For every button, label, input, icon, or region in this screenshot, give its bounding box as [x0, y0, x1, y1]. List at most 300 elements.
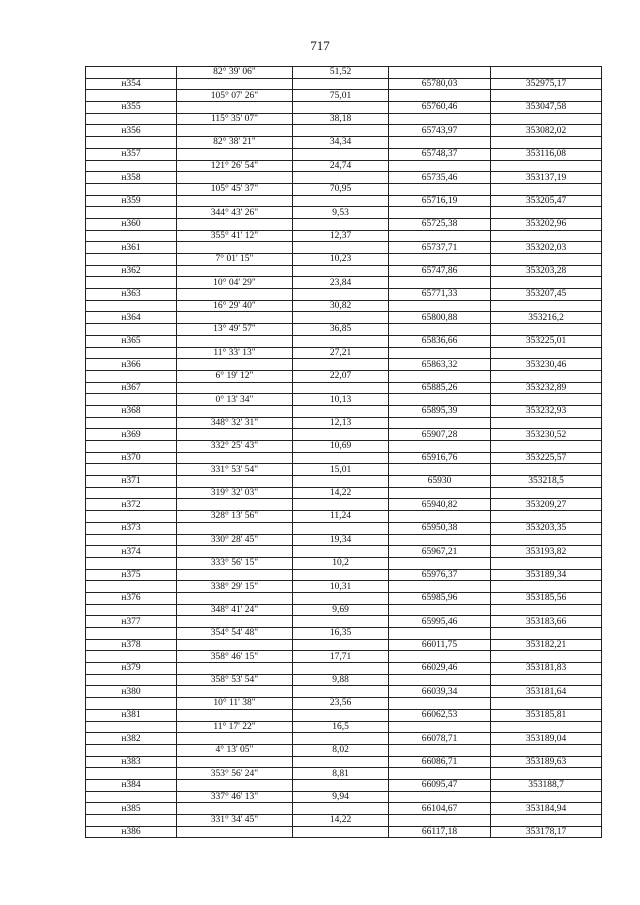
angle-cell: [177, 522, 293, 534]
x-coordinate-cell: [389, 394, 491, 406]
distance-cell: [293, 359, 389, 371]
point-cell: [86, 370, 177, 382]
angle-cell: 7° 01' 15": [177, 254, 293, 266]
x-coordinate-cell: [389, 511, 491, 523]
y-coordinate-cell: [491, 628, 602, 640]
point-cell: [86, 67, 177, 79]
point-cell: н358: [86, 172, 177, 184]
distance-cell: 10,31: [293, 581, 389, 593]
y-coordinate-cell: 353207,45: [491, 289, 602, 301]
distance-cell: [293, 405, 389, 417]
point-cell: [86, 394, 177, 406]
distance-cell: 70,95: [293, 183, 389, 195]
distance-cell: 12,13: [293, 417, 389, 429]
x-coordinate-cell: 66011,75: [389, 639, 491, 651]
distance-cell: [293, 756, 389, 768]
y-coordinate-cell: [491, 324, 602, 336]
point-cell: [86, 487, 177, 499]
y-coordinate-cell: 353181,64: [491, 686, 602, 698]
distance-cell: 19,34: [293, 534, 389, 546]
point-cell: н374: [86, 546, 177, 558]
x-coordinate-cell: 65725,38: [389, 218, 491, 230]
distance-cell: [293, 733, 389, 745]
point-cell: [86, 534, 177, 546]
point-cell: [86, 113, 177, 125]
point-cell: [86, 183, 177, 195]
table-row: [86, 628, 602, 640]
x-coordinate-cell: 66104,67: [389, 803, 491, 815]
y-coordinate-cell: 353189,34: [491, 569, 602, 581]
table-row: [86, 394, 602, 406]
table-row: [86, 557, 602, 569]
distance-cell: 75,01: [293, 90, 389, 102]
distance-cell: 38,18: [293, 113, 389, 125]
distance-cell: 16,5: [293, 721, 389, 733]
distance-cell: 34,34: [293, 137, 389, 149]
y-coordinate-cell: 353232,93: [491, 405, 602, 417]
table-row: [86, 452, 602, 464]
y-coordinate-cell: [491, 183, 602, 195]
angle-cell: [177, 218, 293, 230]
y-coordinate-cell: [491, 674, 602, 686]
y-coordinate-cell: [491, 441, 602, 453]
point-cell: [86, 511, 177, 523]
y-coordinate-cell: [491, 744, 602, 756]
angle-cell: [177, 102, 293, 114]
angle-cell: 10° 04' 29": [177, 277, 293, 289]
distance-cell: [293, 546, 389, 558]
point-cell: н386: [86, 826, 177, 838]
x-coordinate-cell: [389, 651, 491, 663]
y-coordinate-cell: [491, 791, 602, 803]
distance-cell: 9,69: [293, 604, 389, 616]
point-cell: [86, 628, 177, 640]
table-row: [86, 78, 602, 90]
angle-cell: [177, 756, 293, 768]
point-cell: [86, 744, 177, 756]
table-row: [86, 148, 602, 160]
x-coordinate-cell: 65716,19: [389, 195, 491, 207]
angle-cell: [177, 405, 293, 417]
distance-cell: [293, 452, 389, 464]
distance-cell: 15,01: [293, 464, 389, 476]
angle-cell: 82° 39' 06": [177, 67, 293, 79]
point-cell: [86, 581, 177, 593]
table-row: [86, 347, 602, 359]
y-coordinate-cell: [491, 254, 602, 266]
angle-cell: [177, 335, 293, 347]
x-coordinate-cell: 65836,66: [389, 335, 491, 347]
table-row: [86, 289, 602, 301]
point-cell: [86, 815, 177, 827]
y-coordinate-cell: 353189,63: [491, 756, 602, 768]
distance-cell: 14,22: [293, 815, 389, 827]
point-cell: [86, 441, 177, 453]
distance-cell: [293, 78, 389, 90]
table-row: [86, 312, 602, 324]
angle-cell: 353° 56' 24": [177, 768, 293, 780]
distance-cell: [293, 429, 389, 441]
x-coordinate-cell: 65771,33: [389, 289, 491, 301]
y-coordinate-cell: [491, 721, 602, 733]
point-cell: н377: [86, 616, 177, 628]
table-row: [86, 300, 602, 312]
angle-cell: 4° 13' 05": [177, 744, 293, 756]
angle-cell: [177, 172, 293, 184]
distance-cell: [293, 148, 389, 160]
distance-cell: 14,22: [293, 487, 389, 499]
point-cell: н366: [86, 359, 177, 371]
y-coordinate-cell: [491, 487, 602, 499]
distance-cell: [293, 803, 389, 815]
x-coordinate-cell: 65995,46: [389, 616, 491, 628]
x-coordinate-cell: [389, 441, 491, 453]
point-cell: н370: [86, 452, 177, 464]
point-cell: н368: [86, 405, 177, 417]
x-coordinate-cell: 65863,32: [389, 359, 491, 371]
table-row: [86, 335, 602, 347]
table-row: [86, 265, 602, 277]
x-coordinate-cell: 66039,34: [389, 686, 491, 698]
x-coordinate-cell: [389, 557, 491, 569]
angle-cell: 358° 46' 15": [177, 651, 293, 663]
table-row: [86, 803, 602, 815]
coordinates-table-body: [86, 67, 602, 838]
y-coordinate-cell: [491, 160, 602, 172]
y-coordinate-cell: 353202,03: [491, 242, 602, 254]
x-coordinate-cell: 65743,97: [389, 125, 491, 137]
x-coordinate-cell: [389, 370, 491, 382]
point-cell: н359: [86, 195, 177, 207]
distance-cell: [293, 522, 389, 534]
table-row: [86, 499, 602, 511]
distance-cell: [293, 242, 389, 254]
point-cell: [86, 721, 177, 733]
angle-cell: [177, 499, 293, 511]
y-coordinate-cell: 353203,28: [491, 265, 602, 277]
x-coordinate-cell: 65950,38: [389, 522, 491, 534]
table-row: [86, 581, 602, 593]
table-row: [86, 487, 602, 499]
point-cell: н373: [86, 522, 177, 534]
point-cell: [86, 137, 177, 149]
y-coordinate-cell: [491, 67, 602, 79]
angle-cell: [177, 826, 293, 838]
angle-cell: 6° 19' 12": [177, 370, 293, 382]
point-cell: [86, 347, 177, 359]
angle-cell: 358° 53' 54": [177, 674, 293, 686]
y-coordinate-cell: [491, 464, 602, 476]
table-row: [86, 476, 602, 488]
point-cell: [86, 674, 177, 686]
y-coordinate-cell: [491, 417, 602, 429]
point-cell: [86, 300, 177, 312]
y-coordinate-cell: 353082,02: [491, 125, 602, 137]
x-coordinate-cell: 65895,39: [389, 405, 491, 417]
y-coordinate-cell: 353185,56: [491, 592, 602, 604]
point-cell: н367: [86, 382, 177, 394]
angle-cell: 16° 29' 40": [177, 300, 293, 312]
x-coordinate-cell: 66086,71: [389, 756, 491, 768]
point-cell: н362: [86, 265, 177, 277]
table-row: [86, 160, 602, 172]
angle-cell: [177, 125, 293, 137]
x-coordinate-cell: [389, 791, 491, 803]
table-row: [86, 359, 602, 371]
distance-cell: [293, 335, 389, 347]
x-coordinate-cell: [389, 324, 491, 336]
x-coordinate-cell: 65737,71: [389, 242, 491, 254]
table-row: [86, 370, 602, 382]
point-cell: [86, 254, 177, 266]
x-coordinate-cell: [389, 113, 491, 125]
point-cell: н385: [86, 803, 177, 815]
y-coordinate-cell: 353047,58: [491, 102, 602, 114]
y-coordinate-cell: [491, 768, 602, 780]
point-cell: н365: [86, 335, 177, 347]
table-row: [86, 709, 602, 721]
distance-cell: 9,94: [293, 791, 389, 803]
x-coordinate-cell: 65748,37: [389, 148, 491, 160]
x-coordinate-cell: [389, 137, 491, 149]
angle-cell: 328° 13' 56": [177, 511, 293, 523]
distance-cell: 10,13: [293, 394, 389, 406]
point-cell: н379: [86, 663, 177, 675]
distance-cell: 16,35: [293, 628, 389, 640]
x-coordinate-cell: 66095,47: [389, 779, 491, 791]
y-coordinate-cell: 353188,7: [491, 779, 602, 791]
y-coordinate-cell: 353185,81: [491, 709, 602, 721]
table-row: [86, 686, 602, 698]
x-coordinate-cell: [389, 604, 491, 616]
y-coordinate-cell: [491, 113, 602, 125]
angle-cell: [177, 616, 293, 628]
x-coordinate-cell: 66029,46: [389, 663, 491, 675]
y-coordinate-cell: 353189,04: [491, 733, 602, 745]
angle-cell: [177, 429, 293, 441]
distance-cell: 22,07: [293, 370, 389, 382]
x-coordinate-cell: 65907,28: [389, 429, 491, 441]
y-coordinate-cell: [491, 277, 602, 289]
point-cell: [86, 464, 177, 476]
x-coordinate-cell: [389, 534, 491, 546]
point-cell: [86, 791, 177, 803]
x-coordinate-cell: [389, 183, 491, 195]
point-cell: [86, 417, 177, 429]
x-coordinate-cell: 65967,21: [389, 546, 491, 558]
table-row: [86, 254, 602, 266]
point-cell: н384: [86, 779, 177, 791]
table-row: [86, 172, 602, 184]
y-coordinate-cell: 353181,83: [491, 663, 602, 675]
table-row: [86, 698, 602, 710]
x-coordinate-cell: [389, 464, 491, 476]
table-row: [86, 534, 602, 546]
y-coordinate-cell: 353218,5: [491, 476, 602, 488]
y-coordinate-cell: 353202,96: [491, 218, 602, 230]
angle-cell: [177, 289, 293, 301]
angle-cell: 331° 53' 54": [177, 464, 293, 476]
table-row: [86, 90, 602, 102]
angle-cell: [177, 569, 293, 581]
distance-cell: 30,82: [293, 300, 389, 312]
angle-cell: [177, 686, 293, 698]
angle-cell: 10° 11' 38": [177, 698, 293, 710]
distance-cell: [293, 476, 389, 488]
y-coordinate-cell: [491, 394, 602, 406]
x-coordinate-cell: [389, 160, 491, 172]
y-coordinate-cell: 353209,27: [491, 499, 602, 511]
y-coordinate-cell: [491, 534, 602, 546]
y-coordinate-cell: [491, 511, 602, 523]
angle-cell: 333° 56' 15": [177, 557, 293, 569]
table-row: [86, 417, 602, 429]
y-coordinate-cell: [491, 698, 602, 710]
angle-cell: 348° 32' 31": [177, 417, 293, 429]
x-coordinate-cell: [389, 581, 491, 593]
distance-cell: [293, 569, 389, 581]
point-cell: н364: [86, 312, 177, 324]
x-coordinate-cell: 65760,46: [389, 102, 491, 114]
angle-cell: [177, 382, 293, 394]
distance-cell: 9,53: [293, 207, 389, 219]
point-cell: н381: [86, 709, 177, 721]
table-row: [86, 464, 602, 476]
table-row: [86, 195, 602, 207]
angle-cell: 13° 49' 57": [177, 324, 293, 336]
distance-cell: 8,02: [293, 744, 389, 756]
x-coordinate-cell: [389, 277, 491, 289]
distance-cell: [293, 592, 389, 604]
point-cell: н360: [86, 218, 177, 230]
distance-cell: [293, 102, 389, 114]
point-cell: н383: [86, 756, 177, 768]
angle-cell: 354° 54' 48": [177, 628, 293, 640]
table-row: [86, 324, 602, 336]
angle-cell: [177, 452, 293, 464]
point-cell: н369: [86, 429, 177, 441]
distance-cell: 10,23: [293, 254, 389, 266]
distance-cell: [293, 499, 389, 511]
x-coordinate-cell: 66078,71: [389, 733, 491, 745]
point-cell: н382: [86, 733, 177, 745]
distance-cell: 8,81: [293, 768, 389, 780]
y-coordinate-cell: 353216,2: [491, 312, 602, 324]
table-row: [86, 826, 602, 838]
x-coordinate-cell: 65985,96: [389, 592, 491, 604]
table-row: [86, 604, 602, 616]
table-row: [86, 207, 602, 219]
distance-cell: 24,74: [293, 160, 389, 172]
distance-cell: [293, 289, 389, 301]
y-coordinate-cell: 353232,89: [491, 382, 602, 394]
table-row: [86, 67, 602, 79]
angle-cell: 348° 41' 24": [177, 604, 293, 616]
distance-cell: 11,24: [293, 511, 389, 523]
angle-cell: 344° 43' 26": [177, 207, 293, 219]
table-row: [86, 183, 602, 195]
distance-cell: 12,37: [293, 230, 389, 242]
distance-cell: 10,2: [293, 557, 389, 569]
x-coordinate-cell: [389, 90, 491, 102]
y-coordinate-cell: 352975,17: [491, 78, 602, 90]
angle-cell: 330° 28' 45": [177, 534, 293, 546]
angle-cell: [177, 148, 293, 160]
table-row: [86, 616, 602, 628]
table-row: [86, 791, 602, 803]
table-row: [86, 429, 602, 441]
x-coordinate-cell: 65735,46: [389, 172, 491, 184]
table-row: [86, 779, 602, 791]
y-coordinate-cell: 353203,35: [491, 522, 602, 534]
distance-cell: [293, 125, 389, 137]
angle-cell: 337° 46' 13": [177, 791, 293, 803]
table-row: [86, 125, 602, 137]
point-cell: [86, 324, 177, 336]
table-row: [86, 674, 602, 686]
angle-cell: 355° 41' 12": [177, 230, 293, 242]
angle-cell: 11° 17' 22": [177, 721, 293, 733]
x-coordinate-cell: 65800,88: [389, 312, 491, 324]
y-coordinate-cell: 353116,08: [491, 148, 602, 160]
y-coordinate-cell: [491, 207, 602, 219]
point-cell: н376: [86, 592, 177, 604]
y-coordinate-cell: [491, 370, 602, 382]
table-row: [86, 511, 602, 523]
distance-cell: [293, 709, 389, 721]
table-row: [86, 651, 602, 663]
x-coordinate-cell: 65780,03: [389, 78, 491, 90]
angle-cell: 0° 13' 34": [177, 394, 293, 406]
table-row: [86, 639, 602, 651]
angle-cell: 105° 07' 26": [177, 90, 293, 102]
table-row: [86, 546, 602, 558]
distance-cell: 23,84: [293, 277, 389, 289]
table-row: [86, 592, 602, 604]
y-coordinate-cell: 353137,19: [491, 172, 602, 184]
y-coordinate-cell: 353184,94: [491, 803, 602, 815]
table-row: [86, 522, 602, 534]
point-cell: н361: [86, 242, 177, 254]
angle-cell: [177, 242, 293, 254]
x-coordinate-cell: [389, 487, 491, 499]
distance-cell: 51,52: [293, 67, 389, 79]
angle-cell: [177, 195, 293, 207]
y-coordinate-cell: [491, 90, 602, 102]
x-coordinate-cell: 65747,86: [389, 265, 491, 277]
point-cell: [86, 160, 177, 172]
x-coordinate-cell: 65976,37: [389, 569, 491, 581]
x-coordinate-cell: [389, 230, 491, 242]
y-coordinate-cell: 353205,47: [491, 195, 602, 207]
angle-cell: [177, 265, 293, 277]
point-cell: [86, 90, 177, 102]
distance-cell: [293, 616, 389, 628]
y-coordinate-cell: [491, 300, 602, 312]
distance-cell: [293, 312, 389, 324]
y-coordinate-cell: [491, 230, 602, 242]
point-cell: [86, 768, 177, 780]
x-coordinate-cell: 66062,53: [389, 709, 491, 721]
y-coordinate-cell: [491, 137, 602, 149]
point-cell: н355: [86, 102, 177, 114]
angle-cell: 115° 35' 07": [177, 113, 293, 125]
angle-cell: 105° 45' 37": [177, 183, 293, 195]
angle-cell: 331° 34' 45": [177, 815, 293, 827]
angle-cell: [177, 359, 293, 371]
x-coordinate-cell: 65930: [389, 476, 491, 488]
y-coordinate-cell: [491, 347, 602, 359]
